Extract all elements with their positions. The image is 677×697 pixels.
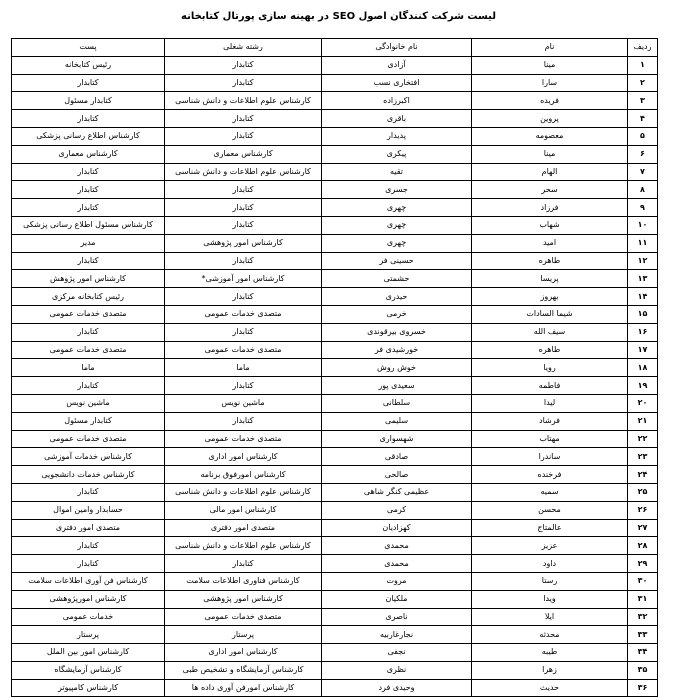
family-cell: خرمی — [322, 305, 472, 323]
row-number-cell: ۹ — [628, 199, 658, 217]
name-cell: فرشاد — [472, 412, 628, 430]
post-cell: خدمات عمومی — [12, 608, 165, 626]
table-row — [12, 234, 658, 252]
field-cell: کتابدار — [165, 110, 322, 128]
name-cell: الهام — [472, 163, 628, 181]
table-row — [12, 216, 658, 234]
table-row — [12, 572, 658, 590]
table-row — [12, 626, 658, 644]
row-number-cell: ۱۹ — [628, 377, 658, 395]
family-cell: باقری — [322, 110, 472, 128]
name-cell: فریده — [472, 92, 628, 110]
table-row — [12, 555, 658, 573]
table-row — [12, 608, 658, 626]
field-cell: کارشناس امور پژوهشی — [165, 590, 322, 608]
page-title: لیست شرکت کنندگان اصول SEO در بهینه سازی پورتال کتابخانه — [181, 11, 496, 22]
row-number-cell: ۲۷ — [628, 519, 658, 537]
family-cell: چهری — [322, 216, 472, 234]
field-cell: کارشناس امور آموزشی* — [165, 270, 322, 288]
post-cell: ماما — [12, 359, 165, 377]
row-number-cell: ۱۸ — [628, 359, 658, 377]
name-cell: رویا — [472, 359, 628, 377]
field-cell: کتابدار — [165, 288, 322, 306]
header-post: پست — [12, 39, 165, 57]
field-cell: کتابدار — [165, 127, 322, 145]
row-number-cell: ۳۶ — [628, 679, 658, 697]
row-number-cell: ۲۸ — [628, 537, 658, 555]
header-row — [12, 39, 658, 57]
post-cell: کتابدار — [12, 483, 165, 501]
row-number-cell: ۲۶ — [628, 501, 658, 519]
field-cell: کارشناس علوم اطلاعات و دانش شناسی — [165, 537, 322, 555]
name-cell: طاهره — [472, 252, 628, 270]
table-row — [12, 110, 658, 128]
family-cell: حشمتی — [322, 270, 472, 288]
table-row — [12, 323, 658, 341]
table-row — [12, 56, 658, 74]
field-cell: کتابدار — [165, 323, 322, 341]
family-cell: نجارغاربیه — [322, 626, 472, 644]
name-cell: شهاب — [472, 216, 628, 234]
row-number-cell: ۲۱ — [628, 412, 658, 430]
family-cell: سلطانی — [322, 394, 472, 412]
post-cell: متصدی امور دفتری — [12, 519, 165, 537]
post-cell: کارشناس کامپیوتر — [12, 679, 165, 697]
name-cell: طاهره — [472, 341, 628, 359]
post-cell: متصدی خدمات عمومی — [12, 341, 165, 359]
family-cell: چهری — [322, 199, 472, 217]
field-cell: ماما — [165, 359, 322, 377]
name-cell: شیما السادات — [472, 305, 628, 323]
family-cell: شهسواری — [322, 430, 472, 448]
family-cell: پدیدار — [322, 127, 472, 145]
post-cell: کارشناس اطلاع رسانی پزشکی — [12, 127, 165, 145]
family-cell: وحیدی فرد — [322, 679, 472, 697]
post-cell: کارشناس امور پژوهش — [12, 270, 165, 288]
post-cell: ماشین نویس — [12, 394, 165, 412]
family-cell: کهزادیان — [322, 519, 472, 537]
field-cell: کارشناس امورفن آوری داده ها — [165, 679, 322, 697]
header-row-number: ردیف — [628, 39, 658, 57]
field-cell: کتابدار — [165, 252, 322, 270]
family-cell: خوش روش — [322, 359, 472, 377]
name-cell: مینا — [472, 56, 628, 74]
row-number-cell: ۱۵ — [628, 305, 658, 323]
field-cell: متصدی خدمات عمومی — [165, 608, 322, 626]
field-cell: کتابدار — [165, 199, 322, 217]
name-cell: داود — [472, 555, 628, 573]
row-number-cell: ۲۴ — [628, 466, 658, 484]
name-cell: امید — [472, 234, 628, 252]
row-number-cell: ۲۳ — [628, 448, 658, 466]
family-cell: مروت — [322, 572, 472, 590]
row-number-cell: ۱۳ — [628, 270, 658, 288]
field-cell: کارشناس آزمایشگاه و تشخیص طبی — [165, 661, 322, 679]
table-row — [12, 270, 658, 288]
post-cell: کارشناس امورپژوهشی — [12, 590, 165, 608]
field-cell: کارشناس علوم اطلاعات و دانش شناسی — [165, 92, 322, 110]
name-cell: فاطمه — [472, 377, 628, 395]
post-cell: کتابدار — [12, 74, 165, 92]
name-cell: ایلا — [472, 608, 628, 626]
field-cell: کتابدار — [165, 216, 322, 234]
field-cell: پرستار — [165, 626, 322, 644]
field-cell: کارشناس امور مالی — [165, 501, 322, 519]
family-cell: افتخاری نسب — [322, 74, 472, 92]
participants-table — [11, 38, 658, 697]
table-row — [12, 448, 658, 466]
field-cell: کارشناس علوم اطلاعات و دانش شناسی — [165, 483, 322, 501]
name-cell: معصومه — [472, 127, 628, 145]
table-row — [12, 377, 658, 395]
row-number-cell: ۱۰ — [628, 216, 658, 234]
name-cell: محسن — [472, 501, 628, 519]
table-row — [12, 305, 658, 323]
field-cell: کتابدار — [165, 181, 322, 199]
family-cell: صالحی — [322, 466, 472, 484]
family-cell: تقیه — [322, 163, 472, 181]
name-cell: پریسا — [472, 270, 628, 288]
family-cell: ناصری — [322, 608, 472, 626]
post-cell: کتابدار — [12, 377, 165, 395]
header-family: نام خانوادگی — [322, 39, 472, 57]
field-cell: کارشناس امورفوق برنامه — [165, 466, 322, 484]
name-cell: پروین — [472, 110, 628, 128]
table-row — [12, 127, 658, 145]
field-cell: کارشناس علوم اطلاعات و دانش شناسی — [165, 163, 322, 181]
post-cell: کتابدار — [12, 537, 165, 555]
family-cell: آزادی — [322, 56, 472, 74]
post-cell: کتابدار — [12, 323, 165, 341]
field-cell: کارشناس امور اداری — [165, 448, 322, 466]
row-number-cell: ۱۱ — [628, 234, 658, 252]
table-row — [12, 252, 658, 270]
table-row — [12, 341, 658, 359]
table-row — [12, 430, 658, 448]
name-cell: سحر — [472, 181, 628, 199]
family-cell: حیدری — [322, 288, 472, 306]
header-name: نام — [472, 39, 628, 57]
field-cell: کتابدار — [165, 377, 322, 395]
name-cell: زهرا — [472, 661, 628, 679]
table-row — [12, 74, 658, 92]
row-number-cell: ۲۵ — [628, 483, 658, 501]
family-cell: سعیدی پور — [322, 377, 472, 395]
post-cell: پرستار — [12, 626, 165, 644]
post-cell: حسابدار وامین اموال — [12, 501, 165, 519]
family-cell: حسینی فر — [322, 252, 472, 270]
row-number-cell: ۶ — [628, 145, 658, 163]
row-number-cell: ۴ — [628, 110, 658, 128]
post-cell: رئیس کتابخانه — [12, 56, 165, 74]
table-row — [12, 359, 658, 377]
family-cell: محمدی — [322, 555, 472, 573]
table-row — [12, 145, 658, 163]
field-cell: کارشناس امور پژوهشی — [165, 234, 322, 252]
row-number-cell: ۲۹ — [628, 555, 658, 573]
post-cell: کتابدار — [12, 110, 165, 128]
row-number-cell: ۲۲ — [628, 430, 658, 448]
name-cell: عزیز — [472, 537, 628, 555]
table-row — [12, 288, 658, 306]
row-number-cell: ۳۱ — [628, 590, 658, 608]
row-number-cell: ۷ — [628, 163, 658, 181]
field-cell: کتابدار — [165, 74, 322, 92]
table-row — [12, 163, 658, 181]
field-cell: کارشناس امور اداری — [165, 644, 322, 662]
name-cell: سمیه — [472, 483, 628, 501]
field-cell: متصدی خدمات عمومی — [165, 430, 322, 448]
post-cell: کارشناس معماری — [12, 145, 165, 163]
family-cell: اکبرزاده — [322, 92, 472, 110]
post-cell: کتابدار — [12, 252, 165, 270]
family-cell: نجفی — [322, 644, 472, 662]
table-row — [12, 466, 658, 484]
name-cell: بهروز — [472, 288, 628, 306]
family-cell: نظری — [322, 661, 472, 679]
name-cell: ساندرا — [472, 448, 628, 466]
post-cell: کارشناس خدمات دانشجویی — [12, 466, 165, 484]
row-number-cell: ۸ — [628, 181, 658, 199]
table-row — [12, 394, 658, 412]
field-cell: متصدی خدمات عمومی — [165, 305, 322, 323]
table-row — [12, 679, 658, 697]
post-cell: کتابدار — [12, 555, 165, 573]
table-row — [12, 483, 658, 501]
row-number-cell: ۵ — [628, 127, 658, 145]
name-cell: طیبه — [472, 644, 628, 662]
family-cell: محمدی — [322, 537, 472, 555]
table-row — [12, 537, 658, 555]
field-cell: کتابدار — [165, 412, 322, 430]
row-number-cell: ۲۰ — [628, 394, 658, 412]
table-row — [12, 661, 658, 679]
post-cell: کارشناس امور بین الملل — [12, 644, 165, 662]
name-cell: حدیث — [472, 679, 628, 697]
post-cell: کارشناس فن آوری اطلاعات سلامت — [12, 572, 165, 590]
post-cell: کتابدار — [12, 181, 165, 199]
table-row — [12, 501, 658, 519]
row-number-cell: ۳ — [628, 92, 658, 110]
family-cell: خورشیدی فر — [322, 341, 472, 359]
field-cell: ماشین نویس — [165, 394, 322, 412]
row-number-cell: ۱۷ — [628, 341, 658, 359]
family-cell: سلیمی — [322, 412, 472, 430]
family-cell: صادقی — [322, 448, 472, 466]
name-cell: مهتاب — [472, 430, 628, 448]
row-number-cell: ۱۴ — [628, 288, 658, 306]
name-cell: لیدا — [472, 394, 628, 412]
family-cell: کرمی — [322, 501, 472, 519]
post-cell: کارشناس خدمات آموزشی — [12, 448, 165, 466]
name-cell: فرخنده — [472, 466, 628, 484]
row-number-cell: ۳۲ — [628, 608, 658, 626]
row-number-cell: ۲ — [628, 74, 658, 92]
table-row — [12, 199, 658, 217]
row-number-cell: ۳۰ — [628, 572, 658, 590]
table-row — [12, 590, 658, 608]
family-cell: جسری — [322, 181, 472, 199]
field-cell: متصدی خدمات عمومی — [165, 341, 322, 359]
post-cell: کتابدار — [12, 199, 165, 217]
name-cell: ویدا — [472, 590, 628, 608]
name-cell: محدثه — [472, 626, 628, 644]
row-number-cell: ۱۲ — [628, 252, 658, 270]
post-cell: کتابدار مسئول — [12, 92, 165, 110]
family-cell: عظیمی کنگر شاهی — [322, 483, 472, 501]
post-cell: رئیس کتابخانه مرکزی — [12, 288, 165, 306]
table-row — [12, 412, 658, 430]
row-number-cell: ۳۳ — [628, 626, 658, 644]
name-cell: سارا — [472, 74, 628, 92]
post-cell: مدیر — [12, 234, 165, 252]
family-cell: خسروی بیرقوندی — [322, 323, 472, 341]
post-cell: متصدی خدمات عمومی — [12, 305, 165, 323]
family-cell: چهری — [322, 234, 472, 252]
field-cell: متصدی امور دفتری — [165, 519, 322, 537]
header-field: رشته شغلی — [165, 39, 322, 57]
name-cell: رستا — [472, 572, 628, 590]
post-cell: کارشناس مسئول اطلاع رسانی پزشکی — [12, 216, 165, 234]
family-cell: ملکیان — [322, 590, 472, 608]
field-cell: کتابدار — [165, 555, 322, 573]
table-row — [12, 519, 658, 537]
row-number-cell: ۱۶ — [628, 323, 658, 341]
table-row — [12, 92, 658, 110]
field-cell: کارشناس فناوری اطلاعات سلامت — [165, 572, 322, 590]
name-cell: مینا — [472, 145, 628, 163]
name-cell: سیف الله — [472, 323, 628, 341]
post-cell: کتابدار — [12, 163, 165, 181]
post-cell: کارشناس آزمایشگاه — [12, 661, 165, 679]
post-cell: متصدی خدمات عمومی — [12, 430, 165, 448]
row-number-cell: ۱ — [628, 56, 658, 74]
row-number-cell: ۳۴ — [628, 644, 658, 662]
table-row — [12, 644, 658, 662]
field-cell: کتابدار — [165, 56, 322, 74]
family-cell: پیکری — [322, 145, 472, 163]
name-cell: عالمتاج — [472, 519, 628, 537]
name-cell: فرزاد — [472, 199, 628, 217]
row-number-cell: ۳۵ — [628, 661, 658, 679]
table-row — [12, 181, 658, 199]
field-cell: کارشناس معماری — [165, 145, 322, 163]
post-cell: کتابدار مسئول — [12, 412, 165, 430]
